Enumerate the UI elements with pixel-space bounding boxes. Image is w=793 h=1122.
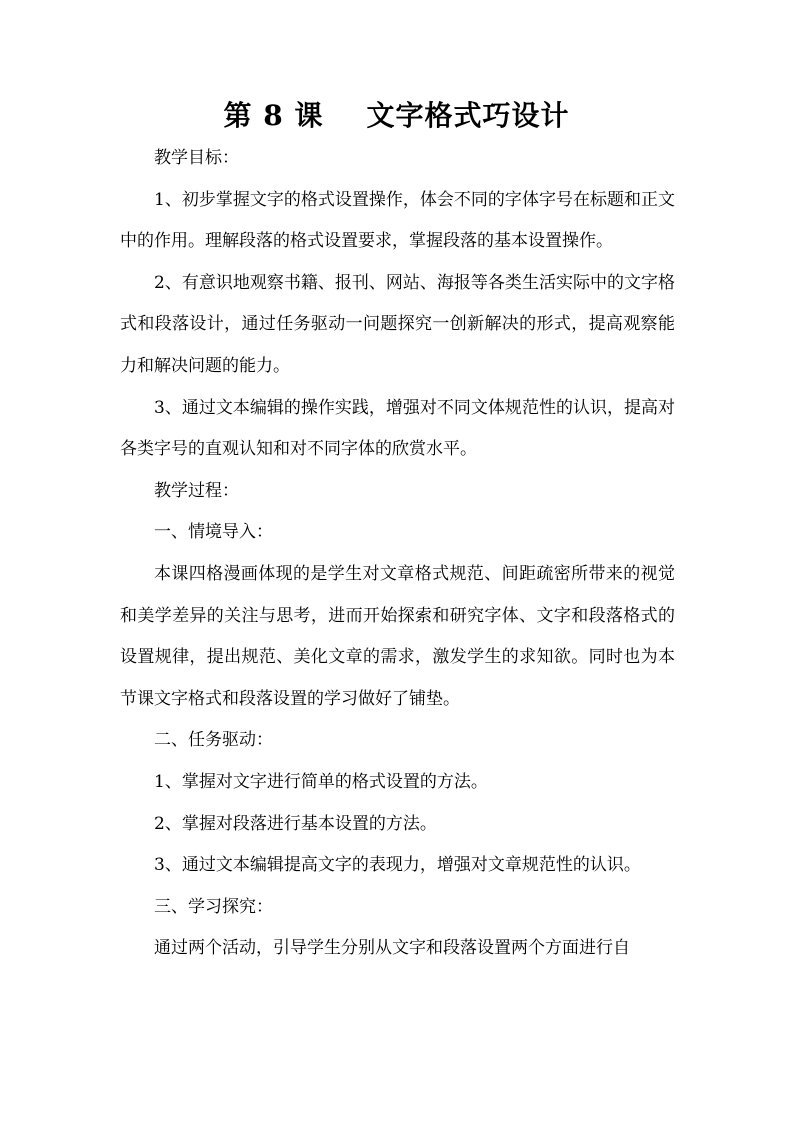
task-item-1: 1、掌握对文字进行简单的格式设置的方法。 <box>154 771 488 792</box>
task-item-2: 2、掌握对段落进行基本设置的方法。 <box>154 813 437 834</box>
objective-paragraph-2: 2、有意识地观察书籍、报刊、网站、海报等各类生活实际中的文字格式和段落设计，通过任务驱动一问题探究一创新解决的形式，提高观察能力和解决问题的能力。 <box>120 272 675 376</box>
introduction-paragraph: 本课四格漫画体现的是学生对文章格式规范、间距疏密所带来的视觉和美学差异的关注与思考，进而开始探索和研究字体、文字和段落格式的设置规律，提出规范、美化文章的需求，激发学生的求知欲。同时也为本节课文字格式和段落设置的学习做好了铺垫。 <box>120 563 675 709</box>
objective-paragraph-3: 3、通过文本编辑的操作实践，增强对不同文体规范性的认识，提高对各类字号的直观认知和对不同字体的欣赏水平。 <box>120 397 675 460</box>
lesson-title: 第 8 课 文字格式巧设计 <box>223 99 570 132</box>
section-heading-objectives: 教学目标： <box>154 148 239 168</box>
subheading-exploration: 三、学习探究： <box>154 896 273 917</box>
subheading-introduction: 一、情境导入： <box>154 522 273 543</box>
subheading-task-driven: 二、任务驱动： <box>154 730 273 751</box>
task-item-3: 3、通过文本编辑提高文字的表现力，增强对文章规范性的认识。 <box>154 855 641 876</box>
exploration-paragraph: 通过两个活动，引导学生分别从文字和段落设置两个方面进行自 <box>154 938 630 959</box>
objective-paragraph-1: 1、初步掌握文字的格式设置操作，体会不同的字体字号在标题和正文中的作用。理解段落的格式设置要求，掌握段落的基本设置操作。 <box>120 189 675 252</box>
section-heading-process: 教学过程： <box>154 480 239 501</box>
document-body <box>120 138 675 970</box>
